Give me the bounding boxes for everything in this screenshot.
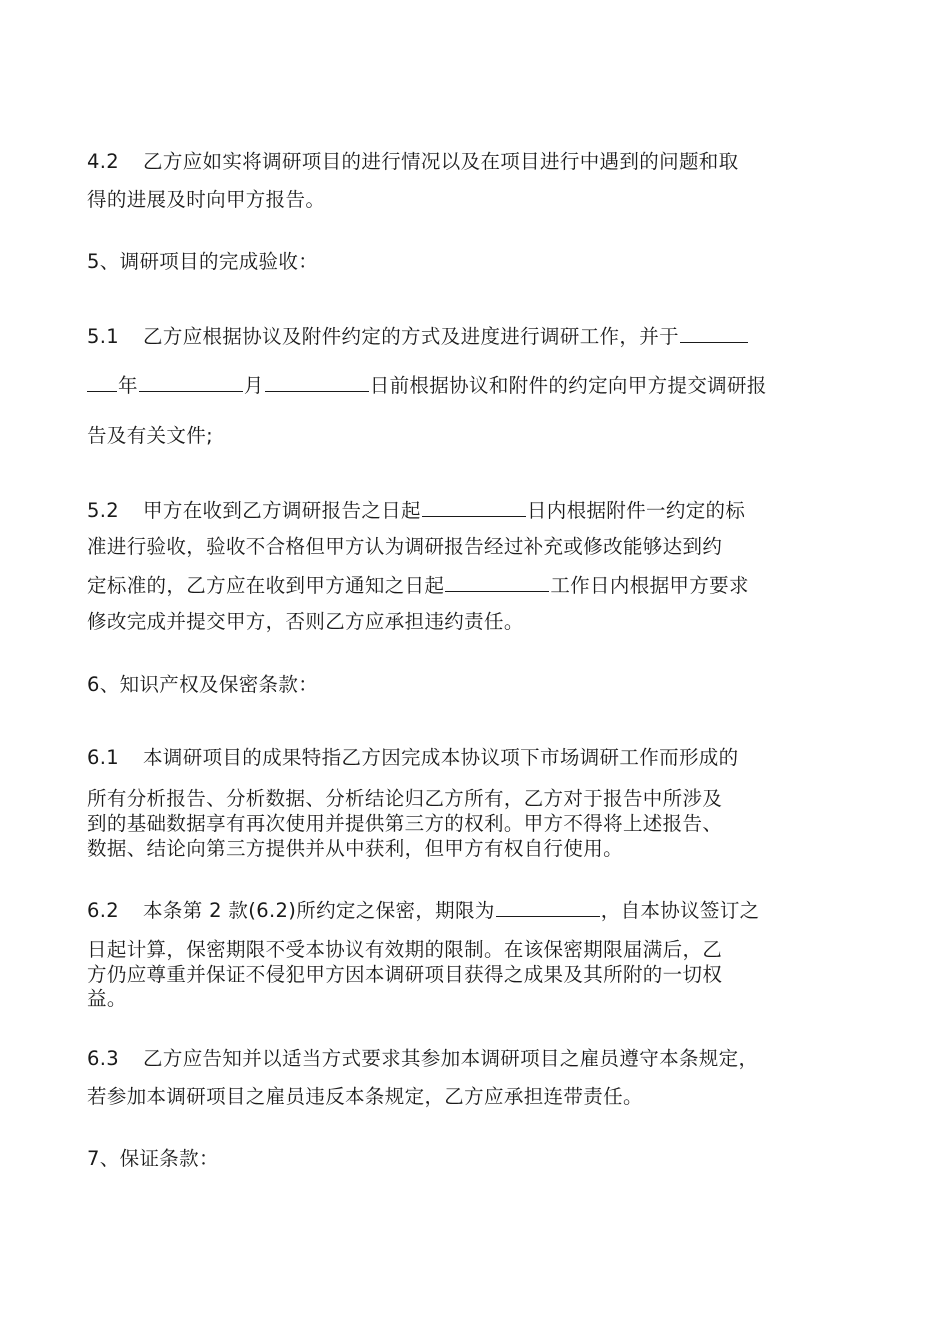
fill-in-blank-period xyxy=(496,897,600,917)
clause-text: 日内根据附件一约定的标 xyxy=(526,499,746,522)
clause-5-2-line-3 xyxy=(87,572,749,599)
clause-text: 定标准的，乙方应在收到甲方通知之日起 xyxy=(87,574,445,597)
clause-text: 得的进展及时向甲方报告。 xyxy=(87,188,326,211)
fill-in-blank-day xyxy=(265,372,369,392)
clause-6-1-line-4 xyxy=(87,836,623,862)
clause-number: 5.1 xyxy=(87,325,120,348)
clause-6-2-line-3 xyxy=(87,962,722,988)
clause-text: 乙方应告知并以适当方式要求其参加本调研项目之雇员遵守本条规定， xyxy=(143,1047,759,1070)
fill-in-blank-month xyxy=(139,372,243,392)
fill-in-blank-workdays xyxy=(445,572,549,592)
clause-text: 本调研项目的成果特指乙方因完成本协议项下市场调研工作而形成的 xyxy=(143,746,739,769)
clause-text: 数据、结论向第三方提供并从中获利，但甲方有权自行使用。 xyxy=(87,837,623,860)
clause-text: ，自本协议签订之 xyxy=(600,899,760,922)
clause-number: 4.2 xyxy=(87,150,120,173)
clause-6-2-line-4 xyxy=(87,986,127,1012)
section-heading-5: 5、调研项目的完成验收： xyxy=(87,250,319,273)
clause-6-1-line-3 xyxy=(87,811,722,837)
clause-5-1-line-1 xyxy=(87,323,749,350)
clause-5-2-line-1 xyxy=(87,497,745,524)
clause-5-2-line-2 xyxy=(87,534,722,560)
clause-6-2-line-1 xyxy=(87,897,760,924)
clause-text: 日起计算，保密期限不受本协议有效期的限制。在该保密期限届满后，乙 xyxy=(87,938,723,961)
clause-text: 所有分析报告、分析数据、分析结论归乙方所有，乙方对于报告中所涉及 xyxy=(87,787,723,810)
clause-5-1-line-3 xyxy=(87,423,213,449)
clause-text: 修改完成并提交甲方，否则乙方应承担违约责任。 xyxy=(87,610,524,633)
clause-text: 告及有关文件; xyxy=(87,424,214,447)
clause-number: 6.1 xyxy=(87,746,120,769)
clause-number: 6.3 xyxy=(87,1047,120,1070)
clause-number: 5.2 xyxy=(87,499,120,522)
clause-text: 益。 xyxy=(87,987,127,1010)
section-heading-7: 7、保证条款： xyxy=(87,1147,219,1170)
clause-6-1-line-1 xyxy=(87,745,739,771)
clause-text: 方仍应尊重并保证不侵犯甲方因本调研项目获得之成果及其所附的一切权 xyxy=(87,963,723,986)
fill-in-blank-year-cont xyxy=(87,372,117,392)
month-label: 月 xyxy=(243,374,264,397)
clause-4-2-line-1 xyxy=(87,149,739,175)
clause-5-2-line-4 xyxy=(87,609,524,635)
clause-text: 到的基础数据享有再次使用并提供第三方的权利。甲方不得将上述报告、 xyxy=(87,812,723,835)
fill-in-blank-year xyxy=(680,323,748,343)
clause-6-1-line-2 xyxy=(87,786,722,812)
clause-text: 乙方应如实将调研项目的进行情况以及在项目进行中遇到的问题和取 xyxy=(143,150,739,173)
year-label: 年 xyxy=(118,374,138,397)
clause-text: 日前根据协议和附件的约定向甲方提交调研报 xyxy=(369,374,767,397)
clause-text: 本条第 2 款(6.2)所约定之保密，期限为 xyxy=(143,899,495,922)
clause-6-3-line-2 xyxy=(87,1084,643,1110)
clause-6-3-line-1 xyxy=(87,1046,758,1072)
clause-text: 乙方应根据协议及附件约定的方式及进度进行调研工作，并于 xyxy=(143,325,679,348)
clause-5-1-line-2 xyxy=(87,372,767,399)
clause-text: 甲方在收到乙方调研报告之日起 xyxy=(143,499,421,522)
clause-text: 工作日内根据甲方要求 xyxy=(550,574,749,597)
fill-in-blank-days xyxy=(422,497,526,517)
clause-6-2-line-2 xyxy=(87,937,722,963)
section-heading-6: 6、知识产权及保密条款： xyxy=(87,673,319,696)
clause-number: 6.2 xyxy=(87,899,120,922)
clause-text: 若参加本调研项目之雇员违反本条规定，乙方应承担连带责任。 xyxy=(87,1085,643,1108)
clause-4-2-line-2 xyxy=(87,187,325,213)
clause-text: 准进行验收，验收不合格但甲方认为调研报告经过补充或修改能够达到约 xyxy=(87,535,723,558)
